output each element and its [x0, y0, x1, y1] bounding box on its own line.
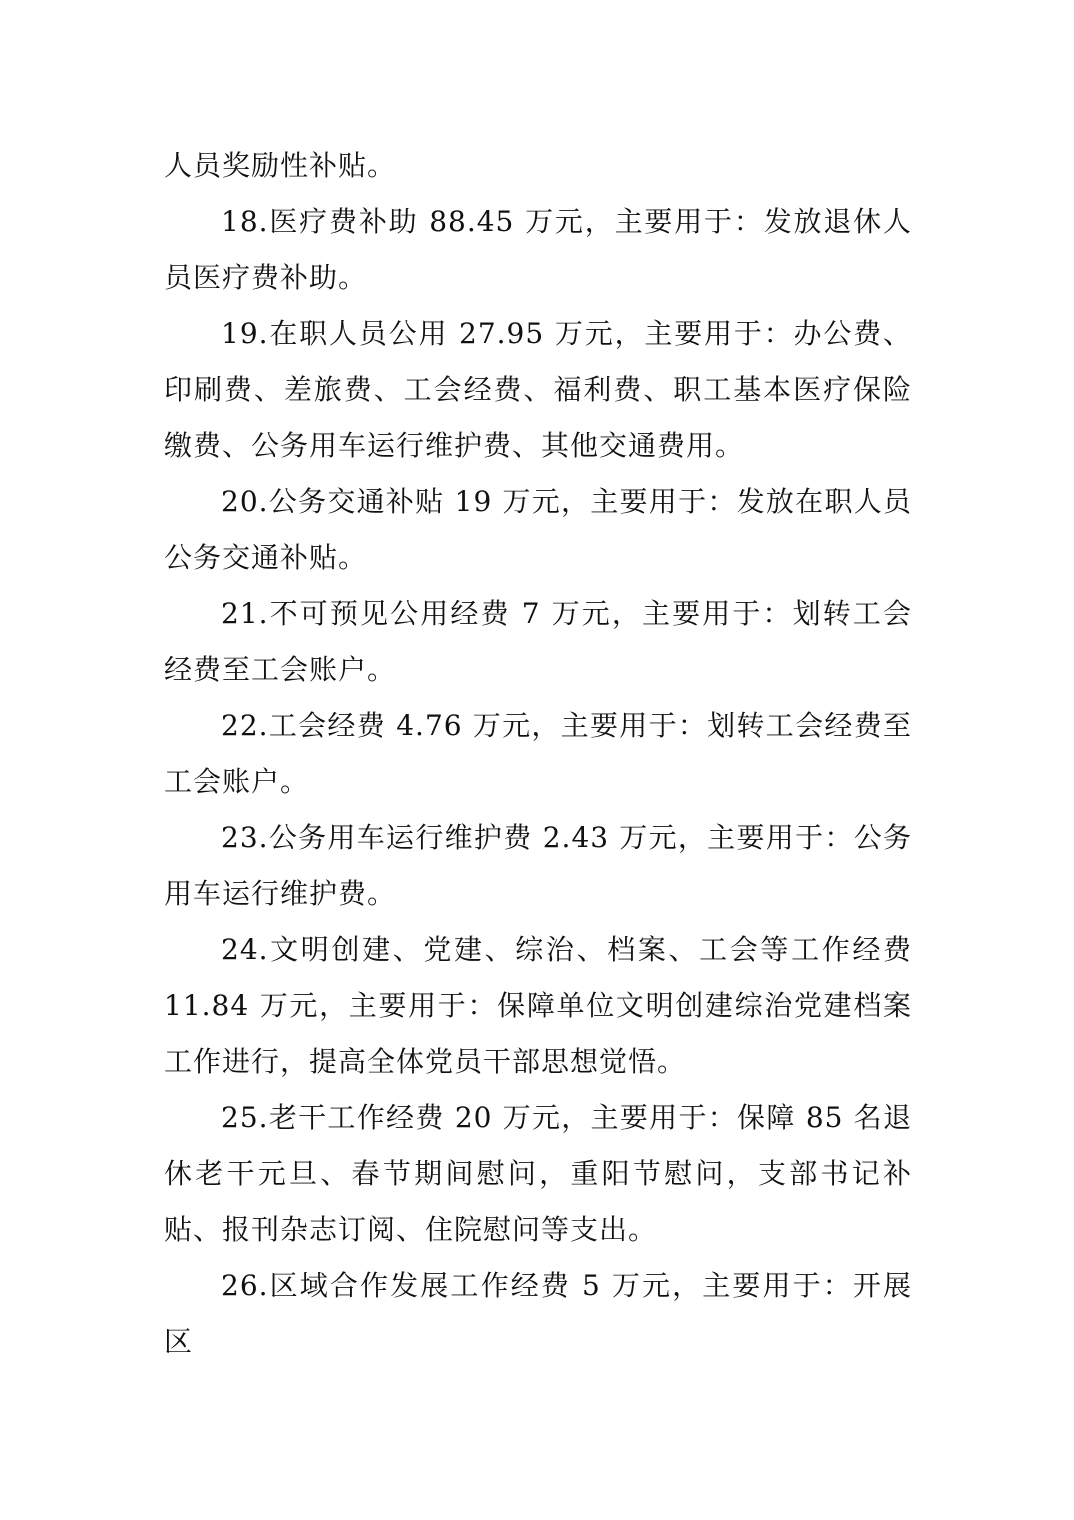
- paragraph-24: 24.文明创建、党建、综治、档案、工会等工作经费 11.84 万元，主要用于：保障单位文明创建综治党建档案工作进行，提高全体党员干部思想觉悟。: [164, 933, 912, 1078]
- paragraph-18: 18.医疗费补助 88.45 万元，主要用于：发放退休人员医疗费补助。: [164, 205, 912, 294]
- paragraph-19: 19.在职人员公用 27.95 万元，主要用于：办公费、印刷费、差旅费、工会经费、福利费、职工基本医疗保险缴费、公务用车运行维护费、其他交通费用。: [164, 317, 912, 462]
- paragraph-21: 21.不可预见公用经费 7 万元，主要用于：划转工会经费至工会账户。: [164, 597, 912, 686]
- paragraph-0: 人员奖励性补贴。: [164, 149, 397, 182]
- paragraph-23: 23.公务用车运行维护费 2.43 万元，主要用于：公务用车运行维护费。: [164, 821, 912, 910]
- paragraph-22: 22.工会经费 4.76 万元，主要用于：划转工会经费至工会账户。: [164, 709, 912, 798]
- paragraph-20: 20.公务交通补贴 19 万元，主要用于：发放在职人员公务交通补贴。: [164, 485, 912, 574]
- document-body: [164, 138, 912, 1370]
- paragraph-26: 26.区域合作发展工作经费 5 万元，主要用于：开展区: [164, 1269, 912, 1358]
- paragraph-25: 25.老干工作经费 20 万元，主要用于：保障 85 名退休老干元旦、春节期间慰问，重阳节慰问，支部书记补贴、报刊杂志订阅、住院慰问等支出。: [164, 1101, 912, 1246]
